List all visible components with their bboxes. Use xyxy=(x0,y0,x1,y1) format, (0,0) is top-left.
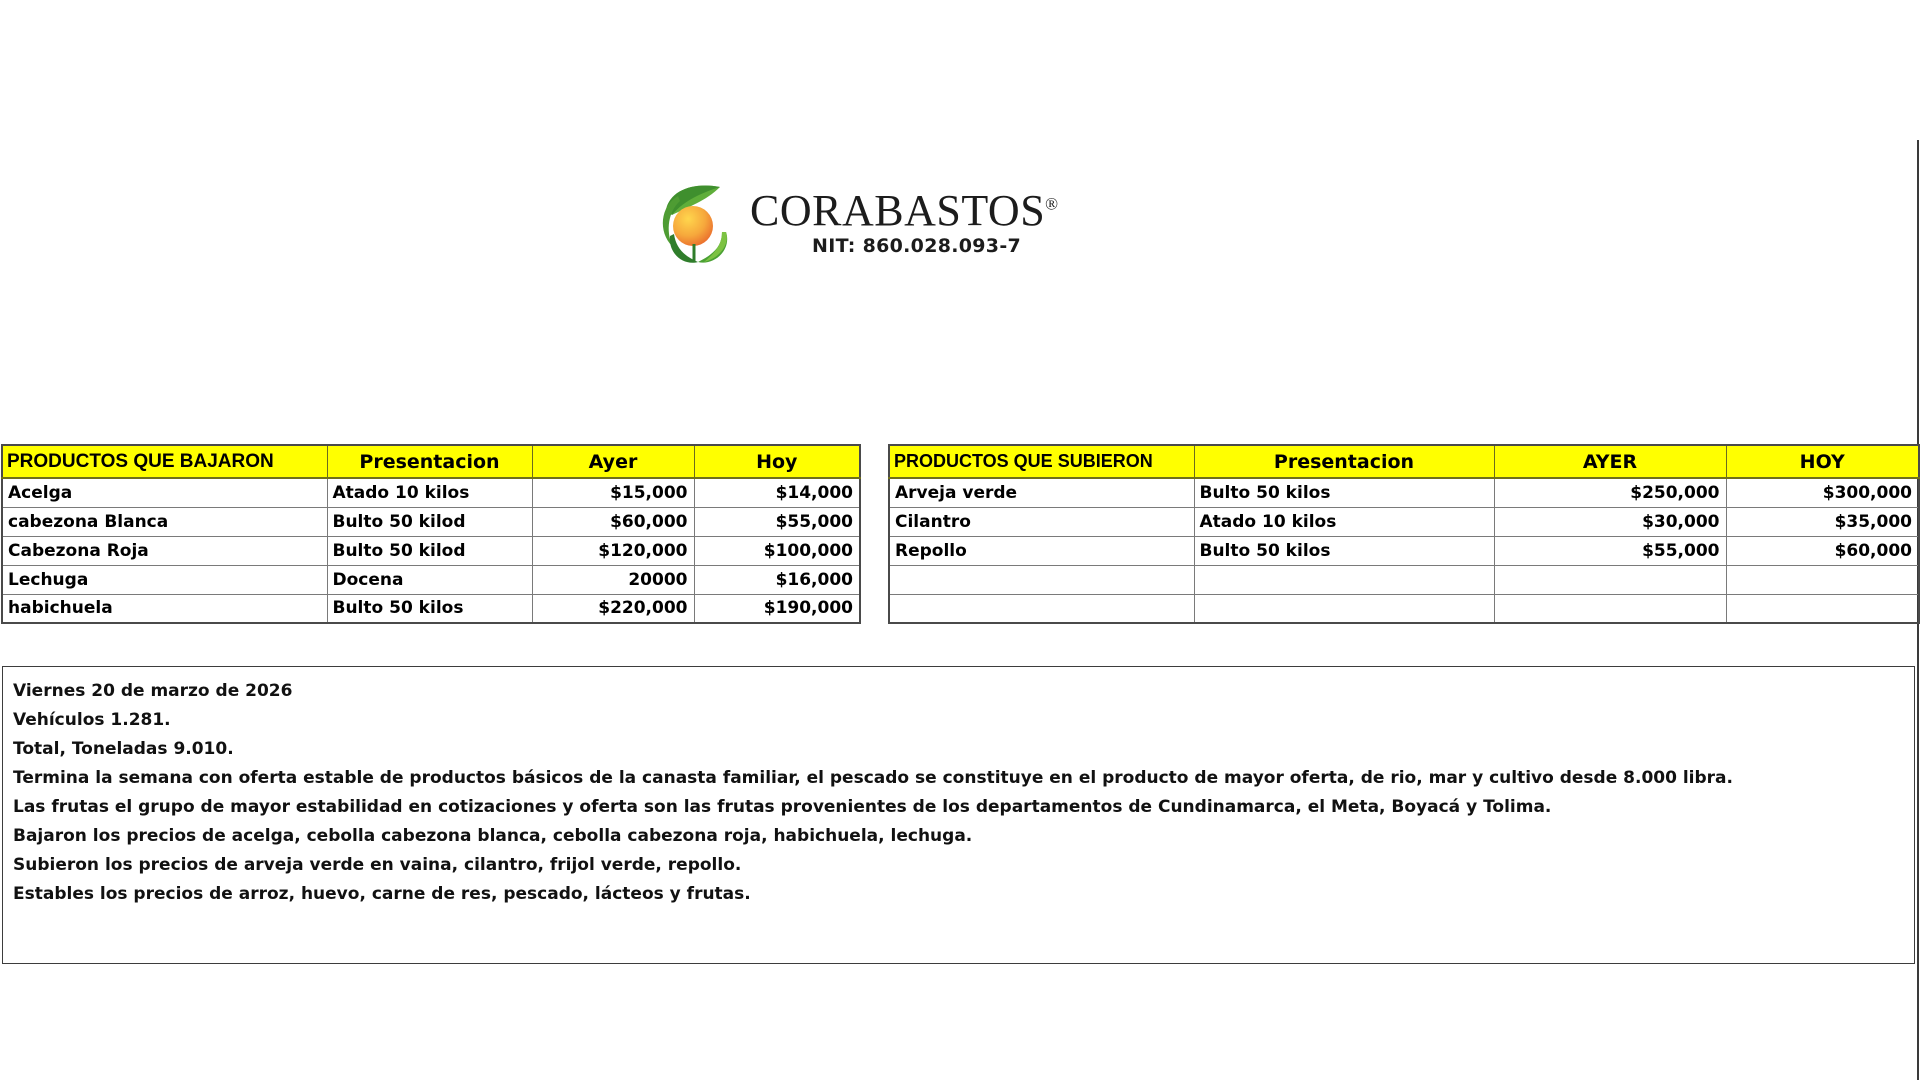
notes-panel xyxy=(2,666,1915,964)
cell-producto: Cilantro xyxy=(889,507,1194,536)
cell-presentacion: Atado 10 kilos xyxy=(1194,507,1494,536)
column-header-hoy: HOY xyxy=(1726,445,1919,478)
cell-ayer: $15,000 xyxy=(532,478,694,507)
cell-producto: Repollo xyxy=(889,536,1194,565)
cell-presentacion: Bulto 50 kilos xyxy=(1194,478,1494,507)
cell-ayer: $60,000 xyxy=(532,507,694,536)
table-row xyxy=(2,478,860,507)
cell-presentacion xyxy=(1194,594,1494,623)
cell-hoy xyxy=(1726,594,1919,623)
cell-producto: cabezona Blanca xyxy=(2,507,327,536)
cell-hoy: $60,000 xyxy=(1726,536,1919,565)
table-row xyxy=(2,536,860,565)
cell-ayer xyxy=(1494,594,1726,623)
cell-hoy: $300,000 xyxy=(1726,478,1919,507)
table-row xyxy=(889,565,1919,594)
note-toneladas: Total, Toneladas 9.010. xyxy=(13,739,234,759)
cell-presentacion: Bulto 50 kilos xyxy=(327,594,532,623)
cell-hoy: $35,000 xyxy=(1726,507,1919,536)
cell-hoy: $190,000 xyxy=(694,594,860,623)
table-row xyxy=(2,594,860,623)
table-productos-que-bajaron xyxy=(1,444,861,624)
table-productos-que-subieron xyxy=(888,444,1920,624)
cell-presentacion: Bulto 50 kilod xyxy=(327,536,532,565)
cell-producto xyxy=(889,594,1194,623)
table-row xyxy=(889,594,1919,623)
note-date: Viernes 20 de marzo de 2026 xyxy=(13,681,293,701)
note-resumen-semana: Termina la semana con oferta estable de productos básicos de la canasta familiar, el pescado se constituye en el producto de mayor oferta, de rio, mar y cultivo desde 8.000 libra. xyxy=(13,768,1733,788)
cell-hoy: $16,000 xyxy=(694,565,860,594)
cell-presentacion: Bulto 50 kilod xyxy=(327,507,532,536)
note-frutas: Las frutas el grupo de mayor estabilidad en cotizaciones y oferta son las frutas provenientes de los departamentos de Cundinamarca, el Meta, Boyacá y Tolima. xyxy=(13,797,1552,817)
cell-hoy xyxy=(1726,565,1919,594)
table-row xyxy=(2,507,860,536)
note-subieron: Subieron los precios de arveja verde en vaina, cilantro, frijol verde, repollo. xyxy=(13,855,742,875)
cell-presentacion: Docena xyxy=(327,565,532,594)
cell-presentacion: Atado 10 kilos xyxy=(327,478,532,507)
cell-ayer xyxy=(1494,565,1726,594)
registered-mark: ® xyxy=(1045,193,1059,213)
table-header-row xyxy=(2,445,860,478)
column-header-presentacion: Presentacion xyxy=(327,445,532,478)
cell-ayer: $120,000 xyxy=(532,536,694,565)
cell-ayer: $250,000 xyxy=(1494,478,1726,507)
table-row xyxy=(889,536,1919,565)
note-bajaron: Bajaron los precios de acelga, cebolla cabezona blanca, cebolla cabezona roja, habichuela, lechuga. xyxy=(13,826,973,846)
cell-presentacion: Bulto 50 kilos xyxy=(1194,536,1494,565)
cell-producto: habichuela xyxy=(2,594,327,623)
table-row xyxy=(889,478,1919,507)
column-header-ayer: Ayer xyxy=(532,445,694,478)
cell-ayer: $55,000 xyxy=(1494,536,1726,565)
note-estables: Estables los precios de arroz, huevo, carne de res, pescado, lácteos y frutas. xyxy=(13,884,751,904)
cell-ayer: 20000 xyxy=(532,565,694,594)
corabastos-leaf-sun-logo-icon xyxy=(648,174,740,266)
table-row xyxy=(889,507,1919,536)
cell-producto: Acelga xyxy=(2,478,327,507)
cell-producto: Arveja verde xyxy=(889,478,1194,507)
cell-ayer: $30,000 xyxy=(1494,507,1726,536)
table-header-row xyxy=(889,445,1919,478)
cell-hoy: $14,000 xyxy=(694,478,860,507)
cell-ayer: $220,000 xyxy=(532,594,694,623)
column-header-presentacion: Presentacion xyxy=(1194,445,1494,478)
cell-producto: Lechuga xyxy=(2,565,327,594)
note-vehiculos: Vehículos 1.281. xyxy=(13,710,171,730)
cell-producto xyxy=(889,565,1194,594)
logo-wordmark-text: CORABASTOS xyxy=(750,185,1046,235)
column-header-producto: PRODUCTOS QUE SUBIERON xyxy=(889,445,1194,478)
column-header-producto: PRODUCTOS QUE BAJARON xyxy=(2,445,327,478)
cell-hoy: $100,000 xyxy=(694,536,860,565)
logo-wordmark xyxy=(750,185,1059,235)
cell-hoy: $55,000 xyxy=(694,507,860,536)
cell-presentacion xyxy=(1194,565,1494,594)
logo-nit-text: NIT: 860.028.093-7 xyxy=(812,234,1022,257)
column-header-ayer: AYER xyxy=(1494,445,1726,478)
column-header-hoy: Hoy xyxy=(694,445,860,478)
cell-producto: Cabezona Roja xyxy=(2,536,327,565)
table-row xyxy=(2,565,860,594)
corabastos-logo xyxy=(648,172,1059,268)
